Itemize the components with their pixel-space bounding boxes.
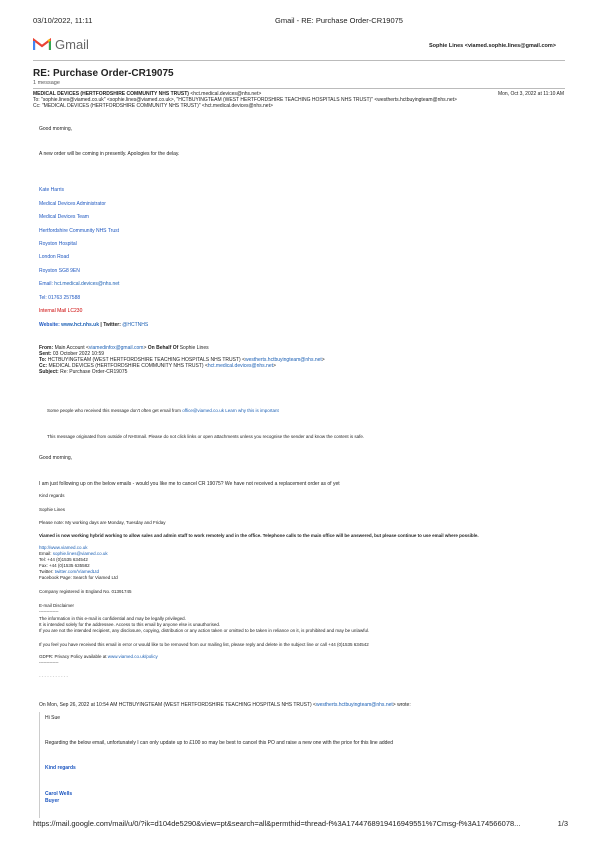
signature-web: Website: www.hct.nhs.uk | Twitter: @HCTNHS xyxy=(39,322,149,328)
disclaimer-rule: ------------- xyxy=(39,609,59,614)
fwd-from-email[interactable]: viamedinfox@gmail.com xyxy=(88,345,144,351)
account-label: Sophie Lines <viamed.sophie.lines@gmail.com> xyxy=(429,43,557,49)
divider xyxy=(33,60,565,61)
disclaimer-line: If you are not the intended recipient, any disclosure, copying, distribution or any action taken or omitted to be taken in reliance on it, is prohibited and may be unlawful. xyxy=(39,628,370,633)
quoted-regards: Kind regards xyxy=(45,765,76,771)
viamed-email: Email: sophie.lines@viamed.co.uk xyxy=(39,551,108,556)
quoted-name: Carol Wells xyxy=(45,791,73,797)
nhs-warning: This message originated from outside of NHSmail. Please do not click links or open attachments unless you recognise the sender and know the content is safe. xyxy=(47,434,365,439)
message-from: MEDICAL DEVICES (HERTFORDSHIRE COMMUNITY NHS TRUST) <hct.medical.devices@nhs.net> xyxy=(33,91,262,97)
footer-page: 1/3 xyxy=(557,819,568,828)
gdpr-notice: GDPR: Privacy Policy available at www.viamed.co.uk/policy xyxy=(39,654,158,659)
gmail-m-icon xyxy=(33,38,51,51)
fwd-cc: Cc: MEDICAL DEVICES (HERTFORDSHIRE COMMUNITY NHS TRUST) <hct.medical.devices@nhs.net> xyxy=(39,363,276,369)
fwd-sent: Sent: 03 October 2022 10:59 xyxy=(39,351,105,357)
viamed-fax: Fax: +44 (0)1535 635582 xyxy=(39,563,90,568)
reply-name: Sophie Lines xyxy=(39,507,66,512)
divider xyxy=(33,88,565,89)
fwd-to: To: HCTBUYINGTEAM (WEST HERTFORDSHIRE TEACHING HOSPITALS NHS TRUST) <westherts.hctbuyingteam@nhs.net> xyxy=(39,357,325,363)
website-link[interactable]: www.hct.nhs.uk xyxy=(61,322,100,328)
quoted-greeting: Hi Sue xyxy=(45,715,61,721)
fwd-to-email[interactable]: westherts.hctbuyingteam@nhs.net xyxy=(245,357,322,363)
signature-email: Email: hct.medical.devices@nhs.net xyxy=(39,281,120,287)
footer-url: https://mail.google.com/mail/u/0/?ik=d104de5290&view=pt&search=all&permthid=thread-f%3A1744768919416949551%7Cmsg-f%3A174566078... xyxy=(33,819,521,828)
reply-greeting: Good morning, xyxy=(39,455,73,461)
quoted-intro: On Mon, Sep 26, 2022 at 10:54 AM HCTBUYINGTEAM (WEST HERTFORDSHIRE TEACHING HOSPITALS NHS TRUST) <westherts.hctbuyingteam@nhs.net> wrote: xyxy=(39,702,411,708)
message-body: A new order will be coming in presently. Apologies for the delay. xyxy=(39,151,180,157)
viamed-twitter-link[interactable]: twitter.com/ViamedLtd xyxy=(54,569,99,574)
separator-dashes: - - - - - - - - - - - xyxy=(39,674,68,679)
disclaimer-line: It is intended solely for the addressee. Access to this email by anyone else is unauthorised. xyxy=(39,622,221,627)
twitter-link[interactable]: @HCTNHS xyxy=(122,322,149,328)
reply-regards: Kind regards xyxy=(39,493,65,498)
fwd-subject: Subject: Re: Purchase Order-CR19075 xyxy=(39,369,128,375)
external-email-link[interactable]: office@viamed.co.uk xyxy=(182,408,224,413)
disclaimer-title: E-mail Disclaimer xyxy=(39,603,75,608)
gmail-logo-text: Gmail xyxy=(55,37,89,52)
signature-trust: Hertfordshire Community NHS Trust xyxy=(39,228,120,234)
viamed-website-link[interactable]: http://www.viamed.co.uk xyxy=(39,545,88,550)
viamed-email-link[interactable]: sophie.lines@viamed.co.uk xyxy=(52,551,108,556)
signature-road: London Road xyxy=(39,254,70,260)
signature-role: Medical Devices Administrator xyxy=(39,201,106,207)
gmail-logo[interactable] xyxy=(33,37,89,52)
reply-body: I am just following up on the below emails - would you like me to cancel CR 19075? We have not received a replacement order as of yet xyxy=(39,481,340,487)
disclaimer-line: If you feel you have received this email in error or would like to be removed from our mailing list, please reply and delete in the subject line or call +44 (0)1535 634542 xyxy=(39,642,369,647)
viamed-facebook: Facebook Page: Search for Viamed Ltd xyxy=(39,575,118,580)
quoted-intro-email[interactable]: westherts.hctbuyingteam@nhs.net xyxy=(315,702,393,708)
company-registration: Company registered in England No. 01391745 xyxy=(39,589,132,594)
disclaimer-line: The information in this e-mail is confidential and may be legally privileged. xyxy=(39,616,186,621)
quote-bar xyxy=(39,712,40,818)
message-to: To: "sophie.lines@viamed.co.uk" <sophie.lines@viamed.co.uk>, "HCTBUYINGTEAM (WEST HERTFORDSHIRE TEACHING HOSPITALS NHS TRUST)" <westherts.hctbuyingteam@nhs.net> xyxy=(33,97,457,103)
viamed-tel: Tel: +44 (0)1535 634542 xyxy=(39,557,88,562)
quoted-body: Regarding the below email, unfortunately I can only update up to £100 so may be best to cancel this PO and raise a new one with the price for this line added xyxy=(45,740,393,746)
viamed-twitter: Twitter: twitter.com/ViamedLtd xyxy=(39,569,99,574)
gdpr-link[interactable]: www.viamed.co.uk/policy xyxy=(107,654,158,659)
fwd-from: From: Main Account <viamedinfox@gmail.com> On Behalf Of Sophie Lines xyxy=(39,345,209,351)
signature-postcode: Royston SG8 9EN xyxy=(39,268,80,274)
print-datetime: 03/10/2022, 11:11 xyxy=(33,16,93,25)
thread-subject: RE: Purchase Order-CR19075 xyxy=(33,68,174,79)
signature-internal-mail: Internal Mail LC230 xyxy=(39,308,83,314)
quoted-role: Buyer xyxy=(45,798,60,804)
message-greeting: Good morning, xyxy=(39,126,73,132)
signature-team: Medical Devices Team xyxy=(39,214,89,220)
hybrid-notice: Viamed is now working hybrid working to allow sales and admin staff to work remotely and in the office. Telephone calls to the main office will be answered, but please continue to use email where possible. xyxy=(39,533,479,538)
external-sender-notice: Some people who received this message don't often get email from office@viamed.co.uk Learn why this is important xyxy=(47,408,279,413)
signature-email-link[interactable]: hct.medical.devices@nhs.net xyxy=(54,281,120,287)
learn-why-link[interactable]: Learn why this is important xyxy=(225,408,279,413)
message-date: Mon, Oct 3, 2022 at 11:10 AM xyxy=(497,91,564,97)
fwd-cc-email[interactable]: hct.medical.devices@nhs.net xyxy=(207,363,273,369)
print-title: Gmail - RE: Purchase Order-CR19075 xyxy=(275,16,403,25)
signature-name: Kate Harris xyxy=(39,187,65,193)
message-count: 1 message xyxy=(33,80,60,86)
signature-tel: Tel: 01763 257588 xyxy=(39,295,81,301)
message-cc: Cc: "MEDICAL DEVICES (HERTFORDSHIRE COMMUNITY NHS TRUST)" <hct.medical.devices@nhs.net> xyxy=(33,103,273,109)
disclaimer-rule: ------------- xyxy=(39,660,59,665)
working-days-note: Please note: My working days are Monday, Tuesday and Friday xyxy=(39,520,166,525)
signature-hospital: Royston Hospital xyxy=(39,241,77,247)
